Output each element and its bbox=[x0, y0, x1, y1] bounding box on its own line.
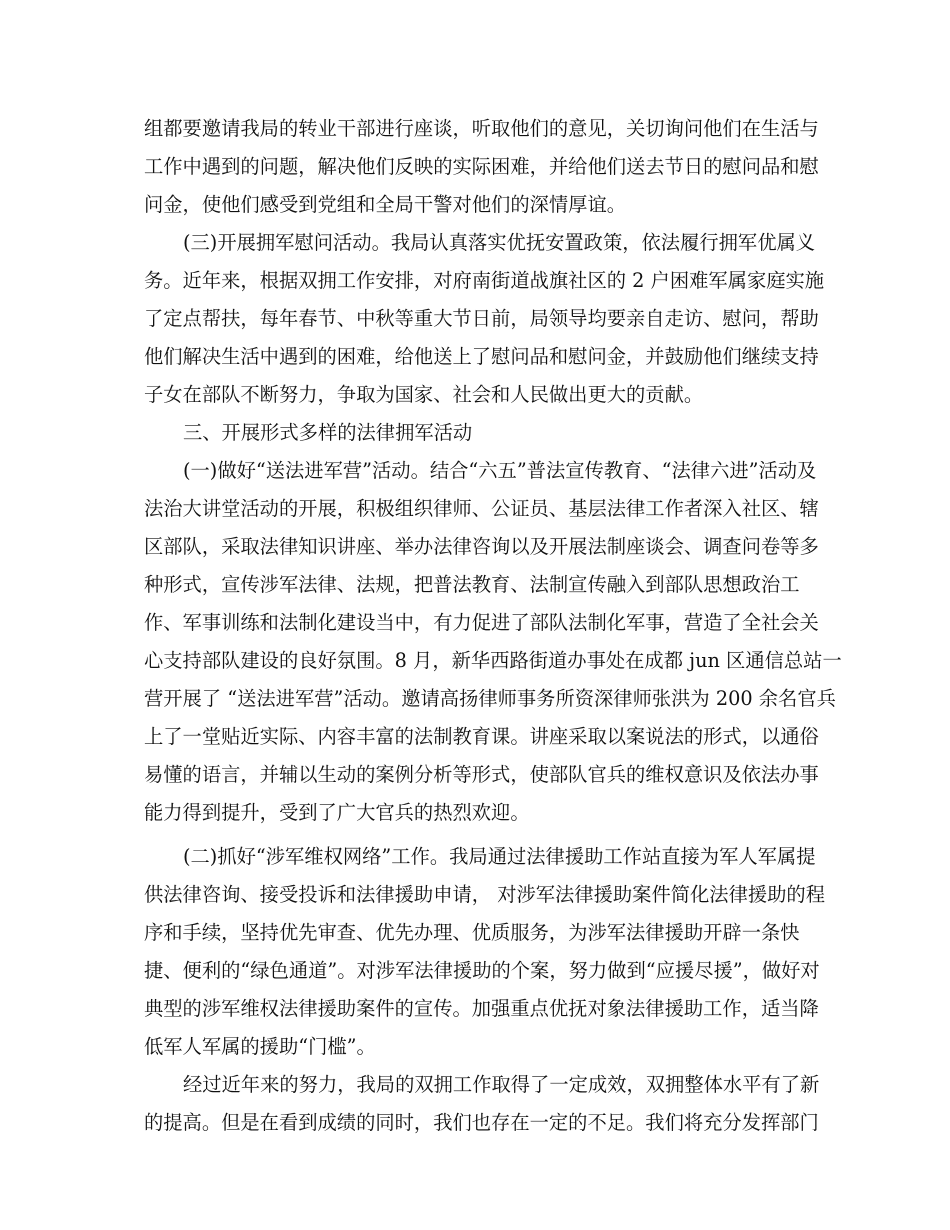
text-line: 组都要邀请我局的转业干部进行座谈，听取他们的意见，关切询问他们在生活与 bbox=[144, 117, 819, 140]
text-line: (三)开展拥军慰问活动。我局认真落实优抚安置政策，依法履行拥军优属义 bbox=[183, 231, 816, 254]
text-line: 供法律咨询、接受投诉和法律援助申请， 对涉军法律援助案件简化法律援助的程 bbox=[144, 883, 825, 906]
text-line: 工作中遇到的问题，解决他们反映的实际困难，并给他们送去节日的慰问品和慰 bbox=[144, 155, 819, 178]
text-line: (一)做好“送法进军营”活动。结合“六五”普法宣传教育、“法律六进”活动及 bbox=[183, 459, 817, 482]
text-line: 低军人军属的援助“门槛”。 bbox=[144, 1035, 376, 1058]
text-line: 能力得到提升，受到了广大官兵的热烈欢迎。 bbox=[144, 801, 530, 824]
text-line: 经过近年来的努力，我局的双拥工作取得了一定成效，双拥整体水平有了新 bbox=[183, 1073, 820, 1096]
text-line: 子女在部队不断努力，争取为国家、社会和人民做出更大的贡献。 bbox=[144, 383, 704, 406]
text-line: (二)抓好“涉军维权网络”工作。我局通过法律援助工作站直接为军人军属提 bbox=[183, 845, 816, 868]
text-line: 心支持部队建设的良好氛围。8 月，新华西路街道办事处在成都 jun 区通信总站一 bbox=[144, 649, 842, 672]
text-line: 捷、便利的“绿色通道”。对涉军法律援助的个案，努力做到“应援尽援”，做好对 bbox=[144, 959, 820, 982]
text-line: 易懂的语言，并辅以生动的案例分析等形式，使部队官兵的维权意识及依法办事 bbox=[144, 763, 819, 786]
text-line: 种形式，宣传涉军法律、法规，把普法教育、法制宣传融入到部队思想政治工 bbox=[144, 573, 800, 596]
text-line: 法治大讲堂活动的开展，积极组织律师、公证员、基层法律工作者深入社区、辖 bbox=[144, 497, 819, 520]
text-line: 典型的涉军维权法律援助案件的宣传。加强重点优抚对象法律援助工作，适当降 bbox=[144, 997, 819, 1020]
text-line: 他们解决生活中遇到的困难，给他送上了慰问品和慰问金，并鼓励他们继续支持 bbox=[144, 345, 819, 368]
text-line: 序和手续，坚持优先审查、优先办理、优质服务，为涉军法律援助开辟一条快 bbox=[144, 921, 800, 944]
text-line: 上了一堂贴近实际、内容丰富的法制教育课。讲座采取以案说法的形式，以通俗 bbox=[144, 725, 819, 748]
text-line: 作、军事训练和法制化建设当中，有力促进了部队法制化军事，营造了全社会关 bbox=[144, 611, 819, 634]
text-line: 务。近年来，根据双拥工作安排，对府南街道战旗社区的 2 户困难军属家庭实施 bbox=[144, 269, 825, 292]
text-line: 了定点帮扶，每年春节、中秋等重大节日前，局领导均要亲自走访、慰问，帮助 bbox=[144, 307, 819, 330]
text-line: 的提高。但是在看到成绩的同时，我们也存在一定的不足。我们将充分发挥部门 bbox=[144, 1111, 819, 1134]
section-heading: 三、开展形式多样的法律拥军活动 bbox=[183, 421, 473, 444]
text-line: 营开展了 “送法进军营”活动。邀请高扬律师事务所资深律师张洪为 200 余名官兵 bbox=[144, 687, 836, 710]
text-line: 区部队，采取法律知识讲座、举办法律咨询以及开展法制座谈会、调查问卷等多 bbox=[144, 535, 819, 558]
text-line: 问金，使他们感受到党组和全局干警对他们的深情厚谊。 bbox=[144, 193, 627, 216]
